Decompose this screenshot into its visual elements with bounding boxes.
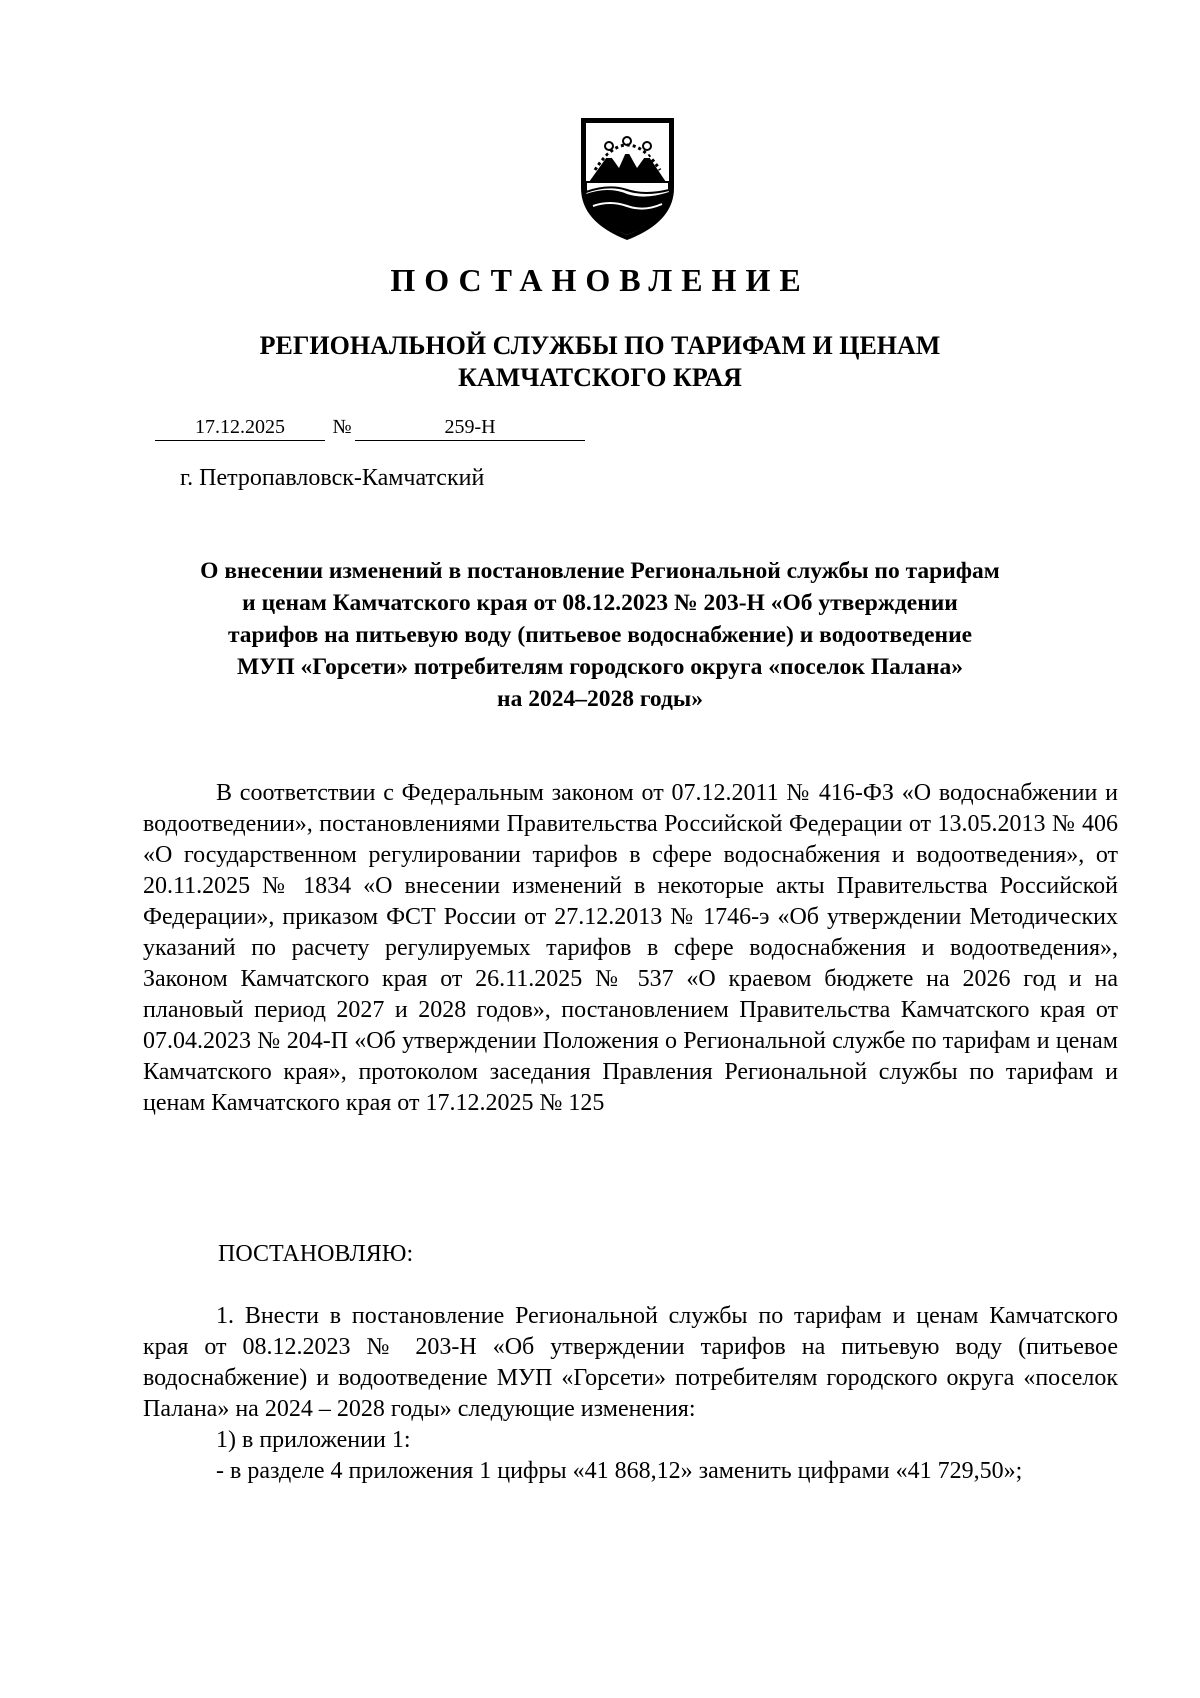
city-name: г. Петропавловск-Камчатский bbox=[180, 465, 485, 491]
kamchatka-coat-of-arms-icon bbox=[575, 110, 680, 245]
agency-title-line: КАМЧАТСКОГО КРАЯ bbox=[458, 363, 742, 392]
decree-subject bbox=[140, 555, 1060, 715]
decree-title: ПОСТАНОВЛЕНИЕ bbox=[390, 262, 810, 298]
subject-line: МУП «Горсети» потребителям городского округа «поселок Палана» bbox=[236, 654, 964, 680]
date-number-line bbox=[155, 414, 585, 442]
item-1-sub-1: 1) в приложении 1: bbox=[216, 1427, 411, 1453]
item-1-block bbox=[143, 1301, 1118, 1487]
number-sign: № bbox=[332, 416, 352, 438]
decree-date: 17.12.2025 bbox=[155, 414, 325, 441]
agency-title-line: РЕГИОНАЛЬНОЙ СЛУЖБЫ ПО ТАРИФАМ И ЦЕНАМ bbox=[259, 331, 941, 360]
subject-line: и ценам Камчатского края от 08.12.2023 № 203-Н «Об утверждении bbox=[242, 590, 958, 616]
subject-line: тарифов на питьевую воду (питьевое водоснабжение) и водоотведение bbox=[227, 622, 973, 648]
preamble-block bbox=[143, 778, 1118, 1119]
preamble-paragraph: В соответствии с Федеральным законом от 07.12.2011 № 416-ФЗ «О водоснабжении и водоотведении», постановлениями Правительства Российской Федерации от 13.05.2013 № 406 «О государственном регулировании тарифов в сфере водоснабжения и водоотведения», от 20.11.2025 № 1834 «О внесении изменений в некоторые акты Правительства Российской Федерации», приказом ФСТ России от 27.12.2013 № 1746-э «Об утверждении Методических указаний по расчету регулируемых тарифов в сфере водоснабжения и водоотведения», Законом Камчатского края от 26.11.2025 № 537 «О краевом бюджете на 2026 год и на плановый период 2027 и 2028 годов», постановлением Правительства Камчатского края от 07.04.2023 № 204-П «Об утверждении Положения о Региональной службе по тарифам и ценам Камчатского края», протоколом заседания Правления Региональной службы по тарифам и ценам Камчатского края от 17.12.2025 № 125 bbox=[143, 780, 1118, 1116]
item-1-sub-1-change: - в разделе 4 приложения 1 цифры «41 868,12» заменить цифрами «41 729,50»; bbox=[216, 1458, 1023, 1484]
decree-number: 259-Н bbox=[355, 414, 585, 441]
subject-line: на 2024–2028 годы» bbox=[497, 686, 703, 712]
subject-line: О внесении изменений в постановление Региональной службы по тарифам bbox=[200, 558, 1000, 584]
coat-of-arms-emblem bbox=[575, 110, 680, 245]
resolve-heading: ПОСТАНОВЛЯЮ: bbox=[218, 1241, 414, 1267]
agency-title bbox=[0, 330, 1200, 394]
item-1-paragraph: 1. Внести в постановление Региональной службы по тарифам и ценам Камчатского края от 08.12.2023 № 203-Н «Об утверждении тарифов на питьевую воду (питьевое водоснабжение) и водоотведение МУП «Горсети» потребителям городского округа «поселок Палана» на 2024 – 2028 годы» следующие изменения: bbox=[143, 1303, 1118, 1422]
